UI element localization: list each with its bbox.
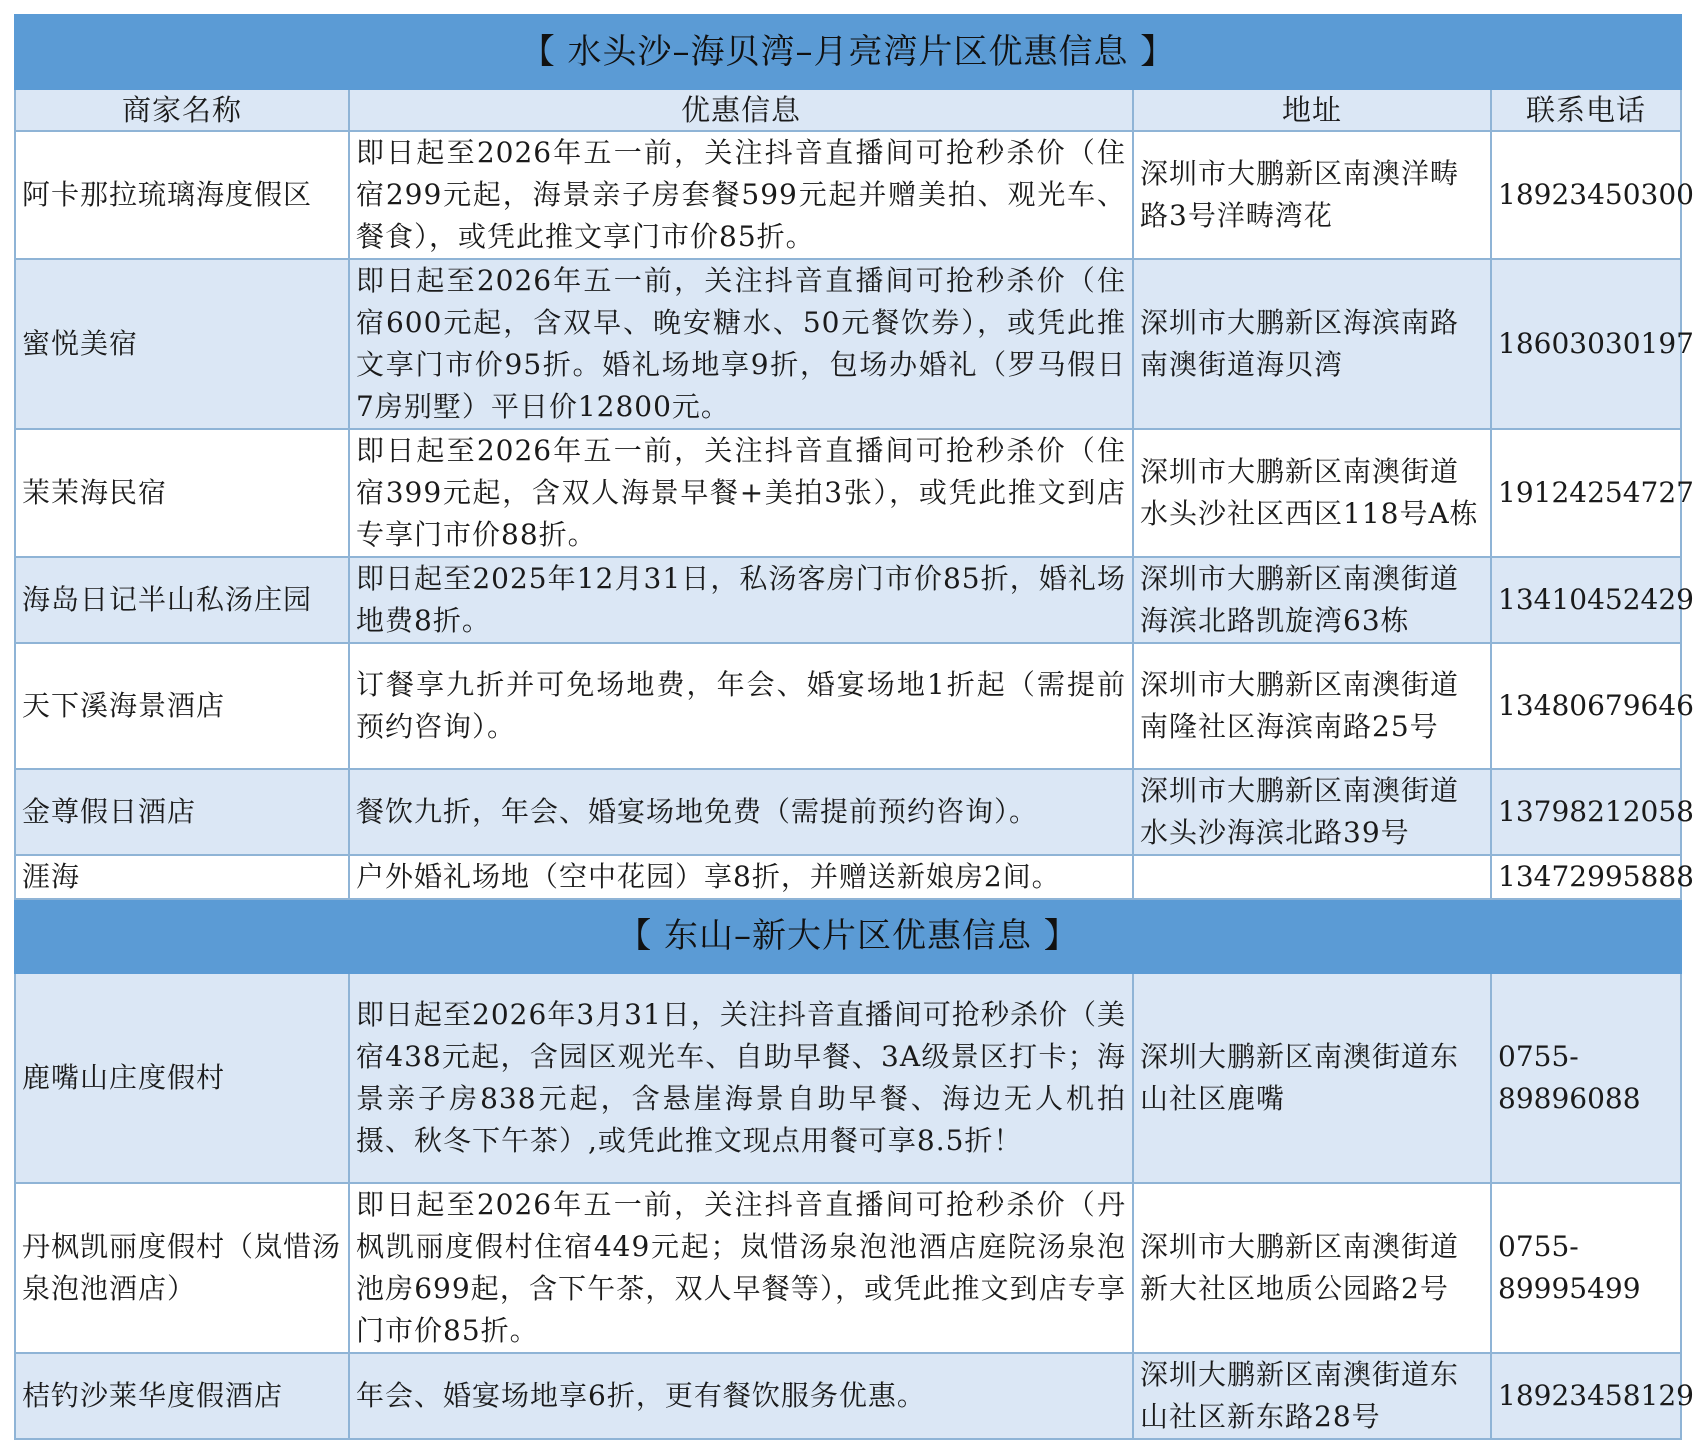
phone-number: 18923450300 xyxy=(1491,131,1681,259)
merchant-name: 鹿嘴山庄度假村 xyxy=(15,973,349,1183)
table-row xyxy=(15,973,1681,1183)
table-row xyxy=(15,1353,1681,1439)
merchant-name: 涯海 xyxy=(15,855,349,899)
column-header-address: 地址 xyxy=(1133,89,1491,131)
offer-text: 即日起至2026年五一前，关注抖音直播间可抢秒杀价（住宿299元起，海景亲子房套餐599元起并赠美拍、观光车、餐食），或凭此推文享门市价85折。 xyxy=(349,131,1133,259)
merchant-name: 茉茉海民宿 xyxy=(15,429,349,557)
phone-number: 13472995888 xyxy=(1491,855,1681,899)
phone-number: 0755-89995499 xyxy=(1491,1183,1681,1353)
table-row xyxy=(15,643,1681,769)
column-header-phone: 联系电话 xyxy=(1491,89,1681,131)
phone-number: 13410452429 xyxy=(1491,557,1681,643)
phone-number: 19124254727 xyxy=(1491,429,1681,557)
table-row xyxy=(15,557,1681,643)
table-row xyxy=(15,855,1681,899)
offer-text: 户外婚礼场地（空中花园）享8折，并赠送新娘房2间。 xyxy=(349,855,1133,899)
column-header-merchant: 商家名称 xyxy=(15,89,349,131)
merchant-name: 海岛日记半山私汤庄园 xyxy=(15,557,349,643)
address-text: 深圳市大鹏新区南澳洋畴路3号洋畴湾花 xyxy=(1133,131,1491,259)
offer-text: 年会、婚宴场地享6折，更有餐饮服务优惠。 xyxy=(349,1353,1133,1439)
table-row xyxy=(15,429,1681,557)
address-text xyxy=(1133,855,1491,899)
section-title: 【 水头沙–海贝湾–月亮湾片区优惠信息 】 xyxy=(15,15,1681,89)
offer-text: 即日起至2026年五一前，关注抖音直播间可抢秒杀价（住宿600元起，含双早、晚安糖水、50元餐饮券），或凭此推文享门市价95折。婚礼场地享9折，包场办婚礼（罗马假日7房别墅）平日价12800元。 xyxy=(349,259,1133,429)
merchant-name: 天下溪海景酒店 xyxy=(15,643,349,769)
address-text: 深圳市大鹏新区南澳街道海滨北路凯旋湾63栋 xyxy=(1133,557,1491,643)
section-header-dongshan xyxy=(15,899,1681,973)
column-header-row xyxy=(15,89,1681,131)
address-text: 深圳市大鹏新区海滨南路南澳街道海贝湾 xyxy=(1133,259,1491,429)
table-row xyxy=(15,259,1681,429)
address-text: 深圳市大鹏新区南澳街道新大社区地质公园路2号 xyxy=(1133,1183,1491,1353)
address-text: 深圳大鹏新区南澳街道东山社区新东路28号 xyxy=(1133,1353,1491,1439)
offer-text: 即日起至2026年3月31日，关注抖音直播间可抢秒杀价（美宿438元起，含园区观光车、自助早餐、3A级景区打卡；海景亲子房838元起，含悬崖海景自助早餐、海边无人机拍摄、秋冬下午茶）,或凭此推文现点用餐可享8.5折！ xyxy=(349,973,1133,1183)
phone-number: 18923458129 xyxy=(1491,1353,1681,1439)
merchant-name: 阿卡那拉琉璃海度假区 xyxy=(15,131,349,259)
table-row xyxy=(15,131,1681,259)
address-text: 深圳大鹏新区南澳街道东山社区鹿嘴 xyxy=(1133,973,1491,1183)
offer-text: 即日起至2025年12月31日，私汤客房门市价85折，婚礼场地费8折。 xyxy=(349,557,1133,643)
offer-text: 即日起至2026年五一前，关注抖音直播间可抢秒杀价（丹枫凯丽度假村住宿449元起；岚惜汤泉泡池酒店庭院汤泉泡池房699起，含下午茶，双人早餐等），或凭此推文到店专享门市价85折。 xyxy=(349,1183,1133,1353)
offer-text: 即日起至2026年五一前，关注抖音直播间可抢秒杀价（住宿399元起，含双人海景早餐+美拍3张），或凭此推文到店专享门市价88折。 xyxy=(349,429,1133,557)
merchant-name: 蜜悦美宿 xyxy=(15,259,349,429)
offer-text: 餐饮九折，年会、婚宴场地免费（需提前预约咨询）。 xyxy=(349,769,1133,855)
phone-number: 0755-89896088 xyxy=(1491,973,1681,1183)
section-header-shuitousha xyxy=(15,15,1681,89)
column-header-offer: 优惠信息 xyxy=(349,89,1133,131)
address-text: 深圳市大鹏新区南澳街道水头沙海滨北路39号 xyxy=(1133,769,1491,855)
merchant-name: 丹枫凯丽度假村（岚惜汤泉泡池酒店） xyxy=(15,1183,349,1353)
phone-number: 18603030197 xyxy=(1491,259,1681,429)
merchant-name: 金尊假日酒店 xyxy=(15,769,349,855)
offer-text: 订餐享九折并可免场地费，年会、婚宴场地1折起（需提前预约咨询）。 xyxy=(349,643,1133,769)
phone-number: 13480679646 xyxy=(1491,643,1681,769)
address-text: 深圳市大鹏新区南澳街道水头沙社区西区118号A栋 xyxy=(1133,429,1491,557)
address-text: 深圳市大鹏新区南澳街道南隆社区海滨南路25号 xyxy=(1133,643,1491,769)
table-row xyxy=(15,1183,1681,1353)
phone-number: 13798212058 xyxy=(1491,769,1681,855)
merchant-name: 桔钓沙莱华度假酒店 xyxy=(15,1353,349,1439)
table-row xyxy=(15,769,1681,855)
promo-table xyxy=(14,14,1694,1440)
section-title: 【 东山–新大片区优惠信息 】 xyxy=(15,899,1681,973)
